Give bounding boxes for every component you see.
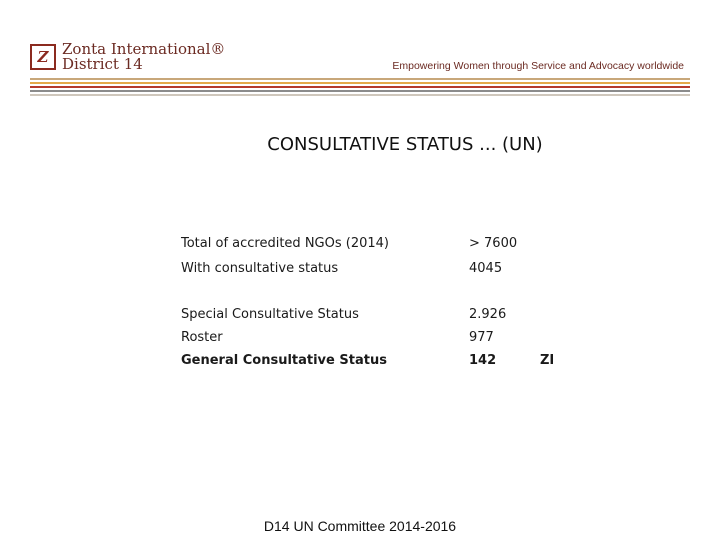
stat-value-general-status: 142 <box>469 353 497 368</box>
slide-title: CONSULTATIVE STATUS ... (UN) <box>267 134 543 155</box>
stat-value-consultative-status: 4045 <box>469 261 503 276</box>
stat-label-consultative-status: With consultative status <box>181 261 339 276</box>
stat-value-total-ngos: > 7600 <box>469 236 518 251</box>
footer-text: D14 UN Committee 2014-2016 <box>263 518 457 534</box>
logo-line1: Zonta International® <box>62 40 226 58</box>
zonta-emblem-icon: Z <box>30 44 56 70</box>
stat-label-total-ngos: Total of accredited NGOs (2014) <box>181 236 389 251</box>
zi-note: ZI <box>540 353 555 368</box>
logo-text <box>62 42 225 72</box>
stat-value-special-status: 2.926 <box>469 307 507 322</box>
tagline: Empowering Women through Service and Advocacy worldwide <box>392 60 684 72</box>
stat-label-special-status: Special Consultative Status <box>181 307 359 322</box>
stripe <box>30 78 690 80</box>
stripe <box>30 82 690 84</box>
stat-label-general-status: General Consultative Status <box>181 353 387 368</box>
stripe <box>30 86 690 88</box>
stat-label-roster: Roster <box>181 330 223 345</box>
logo-line2: District 14 <box>62 55 143 73</box>
header-stripes <box>30 78 690 98</box>
stripe <box>30 90 690 92</box>
stripe <box>30 94 690 96</box>
stat-value-roster: 977 <box>469 330 494 345</box>
logo <box>30 40 230 78</box>
